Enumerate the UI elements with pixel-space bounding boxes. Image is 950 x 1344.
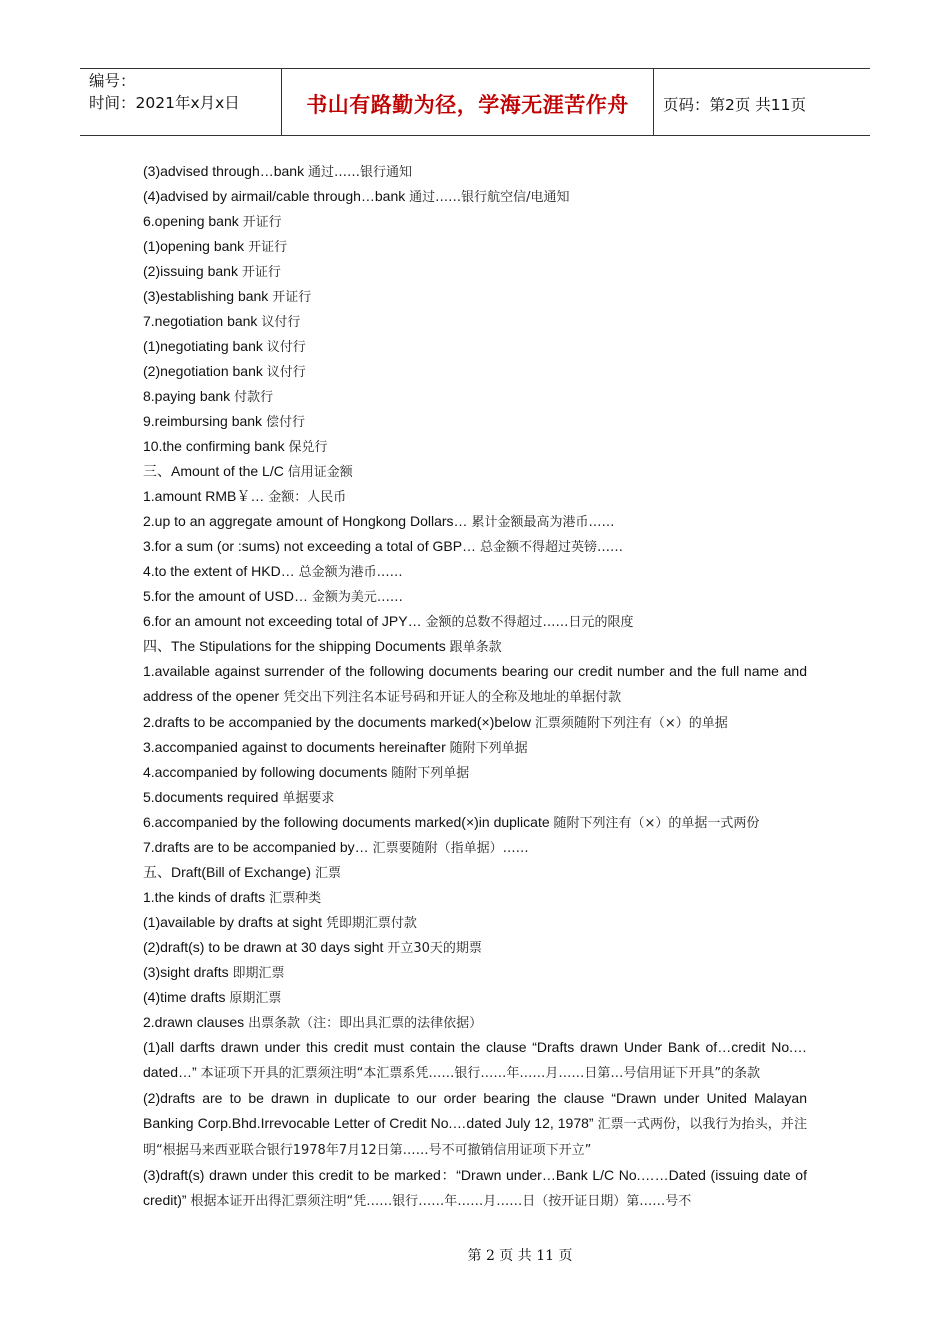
line-english: (2)negotiation bank xyxy=(143,363,267,379)
line-chinese: 汇票须随附下列注有（×）的单据 xyxy=(534,716,728,731)
document-body xyxy=(143,159,807,1214)
header-motto: 书山有路勤为径，学海无涯苦作舟 xyxy=(282,69,654,135)
line-english: 4.to the extent of HKD… xyxy=(143,563,299,579)
line-chinese: 开证行 xyxy=(242,215,282,230)
text-line xyxy=(143,935,807,960)
line-chinese: 凭即期汇票付款 xyxy=(325,916,417,931)
text-line xyxy=(143,860,807,885)
line-english: 1.the kinds of drafts xyxy=(143,889,270,905)
line-english: (1)negotiating bank xyxy=(143,338,267,354)
line-chinese: 汇票 xyxy=(314,866,341,881)
text-line xyxy=(143,234,807,259)
text-line xyxy=(143,985,807,1010)
line-chinese: 保兑行 xyxy=(288,440,328,455)
text-line xyxy=(143,584,807,609)
line-english: 五、Draft(Bill of Exchange) xyxy=(143,864,315,880)
line-english: 4.accompanied by following documents xyxy=(143,764,392,780)
text-line xyxy=(143,910,807,935)
text-line xyxy=(143,409,807,434)
line-english: 6.for an amount not exceeding total of JPY… xyxy=(143,613,426,629)
text-line xyxy=(143,609,807,634)
line-english: 6.opening bank xyxy=(143,213,243,229)
line-chinese: 总金额不得超过英镑…… xyxy=(479,540,623,555)
text-line xyxy=(143,634,807,659)
text-line xyxy=(143,384,807,409)
paragraph: (2)drafts are to be drawn in duplicate to our order bearing the clause “Drawn under United Malayan Banking Corp.Bhd.Irrevocable Letter of Credit No.…dated July 12, 1978” 汇票一式两份，以我行为抬头，并注明“根据马来西亚联合银行1978年7月12日第……号不可撤销信用证项下开立” xyxy=(143,1090,807,1158)
line-english: 1.amount RMB￥… xyxy=(143,488,269,504)
text-line xyxy=(143,710,807,735)
text-line xyxy=(143,1010,807,1035)
line-english: (1)available by drafts at sight xyxy=(143,914,326,930)
text-line xyxy=(143,309,807,334)
line-chinese: 开立30天的期票 xyxy=(387,941,482,956)
line-chinese: 付款行 xyxy=(234,390,274,405)
line-english: 6.accompanied by the following documents marked(×)in duplicate xyxy=(143,814,554,830)
line-english: 3.accompanied against to documents hereinafter xyxy=(143,739,450,755)
line-english: (4)advised by airmail/cable through…bank xyxy=(143,188,410,204)
line-chinese: 议付行 xyxy=(266,340,306,355)
line-english: 2.drafts to be accompanied by the documents marked(×)below xyxy=(143,714,535,730)
line-english: (1)opening bank xyxy=(143,238,249,254)
line-chinese: 出票条款（注：即出具汇票的法律依据） xyxy=(248,1016,483,1031)
header-meta xyxy=(80,69,282,135)
header-page-info: 页码：第2页 共11页 xyxy=(663,96,807,114)
line-chinese: 金额为美元…… xyxy=(311,590,403,605)
text-line xyxy=(143,434,807,459)
text-line xyxy=(143,960,807,985)
line-english: 7.drafts are to be accompanied by… xyxy=(143,839,373,855)
line-chinese: 总金额为港币…… xyxy=(298,565,403,580)
page-header xyxy=(80,68,870,136)
line-chinese: 通过……银行航空信/电通知 xyxy=(409,190,570,205)
line-english: (2)issuing bank xyxy=(143,263,242,279)
line-chinese: 信用证金额 xyxy=(287,465,353,480)
paragraph: 1.available against surrender of the following documents bearing our credit number and the full name and address of the opener 凭交出下列注名本证号码和开证人的全称及地址的单据付款 xyxy=(143,663,807,705)
text-line xyxy=(143,509,807,534)
line-chinese: 议付行 xyxy=(261,315,301,330)
line-english: (3)establishing bank xyxy=(143,288,273,304)
text-line xyxy=(143,459,807,484)
page-footer: 第 2 页 共 11 页 xyxy=(467,1248,573,1264)
line-chinese: 议付行 xyxy=(266,365,306,380)
line-chinese: 金额的总数不得超过……日元的限度 xyxy=(425,615,634,630)
document-time-label: 时间：2021年x月x日 xyxy=(89,94,240,112)
text-line xyxy=(143,559,807,584)
line-english: (3)sight drafts xyxy=(143,964,233,980)
line-english: 5.for the amount of USD… xyxy=(143,588,312,604)
line-english: 2.up to an aggregate amount of Hongkong Dollars… xyxy=(143,513,472,529)
text-line xyxy=(143,334,807,359)
line-chinese: 即期汇票 xyxy=(232,966,285,981)
line-english: (3)advised through…bank xyxy=(143,163,308,179)
paragraph: (1)all darfts drawn under this credit must contain the clause “Drafts drawn Under Bank of…credit No.…dated…” 本证项下开具的汇票须注明“本汇票系凭……银行……年……月……日第…号信用证下开具”的条款 xyxy=(143,1039,807,1081)
line-chinese: 偿付行 xyxy=(265,415,305,430)
line-english: 9.reimbursing bank xyxy=(143,413,266,429)
text-line xyxy=(143,534,807,559)
line-chinese: 金额：人民币 xyxy=(268,490,347,505)
line-chinese: 随附下列单据 xyxy=(449,741,528,756)
text-line xyxy=(143,284,807,309)
line-chinese: 随附下列单据 xyxy=(391,766,470,781)
text-line xyxy=(143,735,807,760)
line-english: (2)draft(s) to be drawn at 30 days sight xyxy=(143,939,388,955)
line-chinese: 累计金额最高为港币…… xyxy=(471,515,615,530)
text-line xyxy=(143,159,807,184)
line-chinese: 随附下列注有（×）的单据一式两份 xyxy=(553,816,760,831)
line-chinese: 开证行 xyxy=(248,240,288,255)
document-number-label: 编号： xyxy=(89,72,136,90)
text-line xyxy=(143,259,807,284)
line-english: 3.for a sum (or :sums) not exceeding a total of GBP… xyxy=(143,538,480,554)
text-line xyxy=(143,760,807,785)
line-chinese: 开证行 xyxy=(272,290,312,305)
line-chinese: 汇票种类 xyxy=(269,891,322,906)
line-chinese: 原期汇票 xyxy=(229,991,282,1006)
text-line xyxy=(143,785,807,810)
line-english: 8.paying bank xyxy=(143,388,235,404)
line-english: 三、Amount of the L/C xyxy=(143,463,288,479)
line-chinese: 跟单条款 xyxy=(449,640,502,655)
line-english: 四、The Stipulations for the shipping Documents xyxy=(143,638,450,654)
line-english: 10.the confirming bank xyxy=(143,438,289,454)
text-line xyxy=(143,184,807,209)
text-line xyxy=(143,885,807,910)
paragraph: (3)draft(s) drawn under this credit to be marked：“Drawn under…Bank L/C No.……Dated (issuing date of credit)” 根据本证开出得汇票须注明“凭……银行……年……月……日（按开证日期）第……号不 xyxy=(143,1167,807,1209)
line-chinese: 通过……银行通知 xyxy=(308,165,413,180)
text-line xyxy=(143,359,807,384)
text-line xyxy=(143,484,807,509)
line-english: (4)time drafts xyxy=(143,989,230,1005)
text-line xyxy=(143,209,807,234)
line-english: 2.drawn clauses xyxy=(143,1014,249,1030)
line-english: 7.negotiation bank xyxy=(143,313,262,329)
text-line xyxy=(143,810,807,835)
line-chinese: 单据要求 xyxy=(282,791,335,806)
line-chinese: 开证行 xyxy=(241,265,281,280)
line-english: 5.documents required xyxy=(143,789,283,805)
text-line xyxy=(143,835,807,860)
line-chinese: 汇票要随附（指单据）…… xyxy=(372,841,529,856)
